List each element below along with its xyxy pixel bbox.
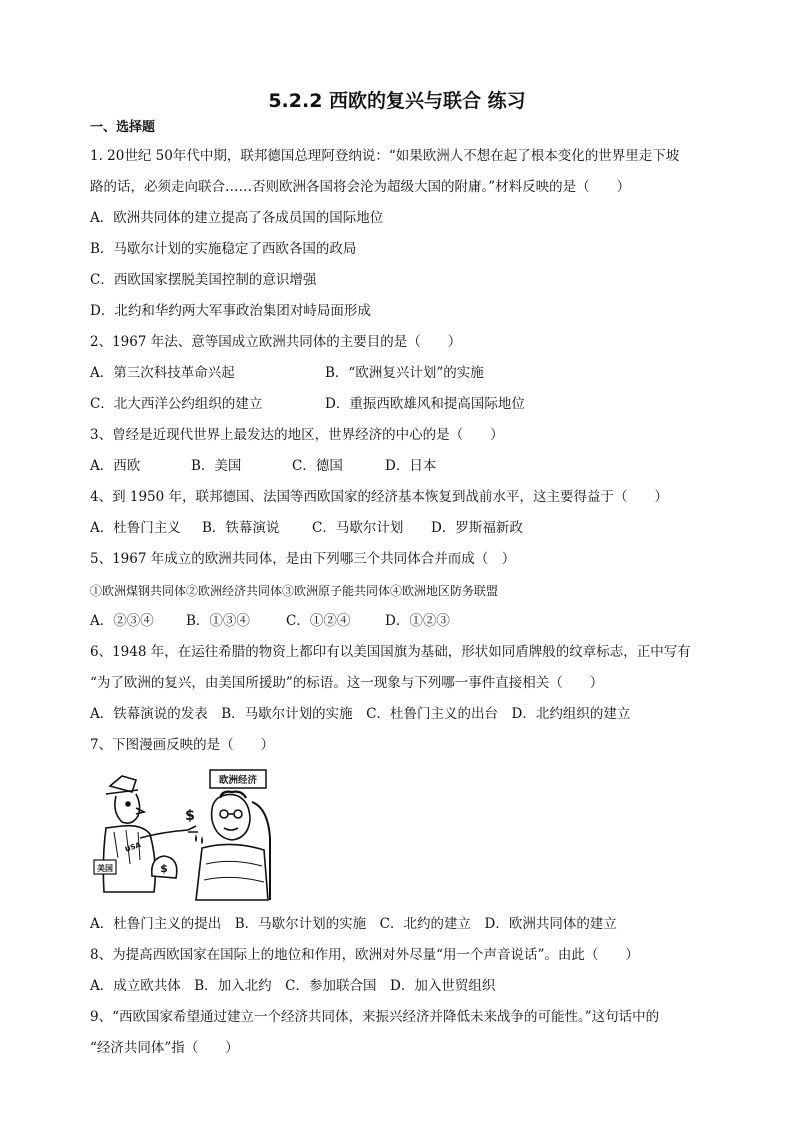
- question-2-stem: 2、1967 年法、意等国成立欧洲共同体的主要目的是（ ）: [90, 334, 462, 350]
- question-5-option-b: B．①③④: [186, 613, 250, 629]
- question-5-stem: 5、1967 年成立的欧洲共同体，是由下列哪三个共同体合并而成（ ）: [90, 551, 516, 567]
- cartoon-usa-label: 美国: [97, 864, 113, 873]
- question-7-stem: 7、下图漫画反映的是（ ）: [90, 737, 275, 753]
- question-9-stem-line2: “经济共同体”指（ ）: [90, 1040, 239, 1056]
- question-2-option-d: D．重振西欧雄风和提高国际地位: [325, 396, 525, 412]
- page-title: 5.2.2 西欧的复兴与联合 练习: [268, 90, 526, 112]
- cartoon-dollar-sign: $: [185, 808, 195, 824]
- question-2-option-c: C．北大西洋公约组织的建立: [90, 396, 263, 412]
- question-4-option-c: C．马歇尔计划: [312, 520, 404, 536]
- question-2-option-b: B．“欧洲复兴计划”的实施: [325, 365, 484, 381]
- question-3-option-c: C．德国: [292, 458, 343, 474]
- question-7-options: A．杜鲁门主义的提出 B．马歇尔计划的实施 C．北约的建立 D．欧洲共同体的建立: [90, 916, 617, 932]
- cartoon-usa-en-label: USA: [123, 840, 142, 854]
- question-3-stem: 3、曾经是近现代世界上最发达的地区，世界经济的中心的是（ ）: [90, 427, 504, 443]
- question-8-stem: 8、为提高西欧国家在国际上的地位和作用，欧洲对外尽量“用一个声音说话”。由此（ ）: [90, 947, 639, 963]
- marshall-plan-cartoon: [92, 768, 274, 904]
- question-3-option-b: B．美国: [191, 458, 242, 474]
- question-6-stem-line1: 6、1948 年，在运往希腊的物资上都印有以美国国旗为基础，形状如同盾牌般的纹章标志，正中写有: [90, 644, 691, 660]
- question-1-option-c: C．西欧国家摆脱美国控制的意识增强: [90, 272, 317, 288]
- question-1-option-b: B．马歇尔计划的实施稳定了西欧各国的政局: [90, 241, 357, 257]
- question-3-option-a: A．西欧: [90, 458, 141, 474]
- question-5-option-c: C．①②④: [286, 613, 351, 629]
- question-4-option-d: D．罗斯福新政: [431, 520, 523, 536]
- question-1-option-d: D．北约和华约两大军事政治集团对峙局面形成: [90, 303, 371, 319]
- question-4-stem: 4、到 1950 年，联邦德国、法国等西欧国家的经济基本恢复到战前水平，这主要得益于（ ）: [90, 489, 669, 505]
- question-4-option-a: A．杜鲁门主义: [90, 520, 181, 536]
- question-6-stem-line2: “为了欧洲的复兴，由美国所援助”的标语。这一现象与下列哪一事件直接相关（ ）: [90, 675, 604, 691]
- question-1-stem-line1: 1. 20世纪 50年代中期，联邦德国总理阿登纳说：“如果欧洲人不想在起了根本变化的世界里走下坡: [90, 148, 680, 164]
- question-5-option-d: D．①②③: [385, 613, 450, 629]
- cartoon-europe-economy-sign: 欧洲经济: [218, 775, 258, 786]
- question-1-option-a: A．欧洲共同体的建立提高了各成员国的国际地位: [90, 210, 384, 226]
- question-5-items: ①欧洲煤钢共同体②欧洲经济共同体③欧洲原子能共同体④欧洲地区防务联盟: [90, 584, 499, 598]
- question-2-option-a: A．第三次科技革命兴起: [90, 365, 235, 381]
- question-9-stem-line1: 9、“西欧国家希望通过建立一个经济共同体，来振兴经济并降低未来战争的可能性。”这句话中的: [90, 1009, 660, 1025]
- question-8-options: A．成立欧共体 B．加入北约 C．参加联合国 D．加入世贸组织: [90, 978, 496, 994]
- cartoon-dollar-bag: $: [160, 862, 168, 875]
- question-1-stem-line2: 路的话，必须走向联合……否则欧洲各国将会沦为超级大国的附庸。”材料反映的是（ ）: [90, 179, 631, 195]
- question-4-option-b: B．铁幕演说: [202, 520, 280, 536]
- question-5-option-a: A．②③④: [90, 613, 154, 629]
- question-3-option-d: D．日本: [385, 458, 437, 474]
- question-6-options: A．铁幕演说的发表 B．马歇尔计划的实施 C．杜鲁门主义的出台 D．北约组织的建立: [90, 706, 631, 722]
- section-heading: 一、选择题: [90, 120, 156, 135]
